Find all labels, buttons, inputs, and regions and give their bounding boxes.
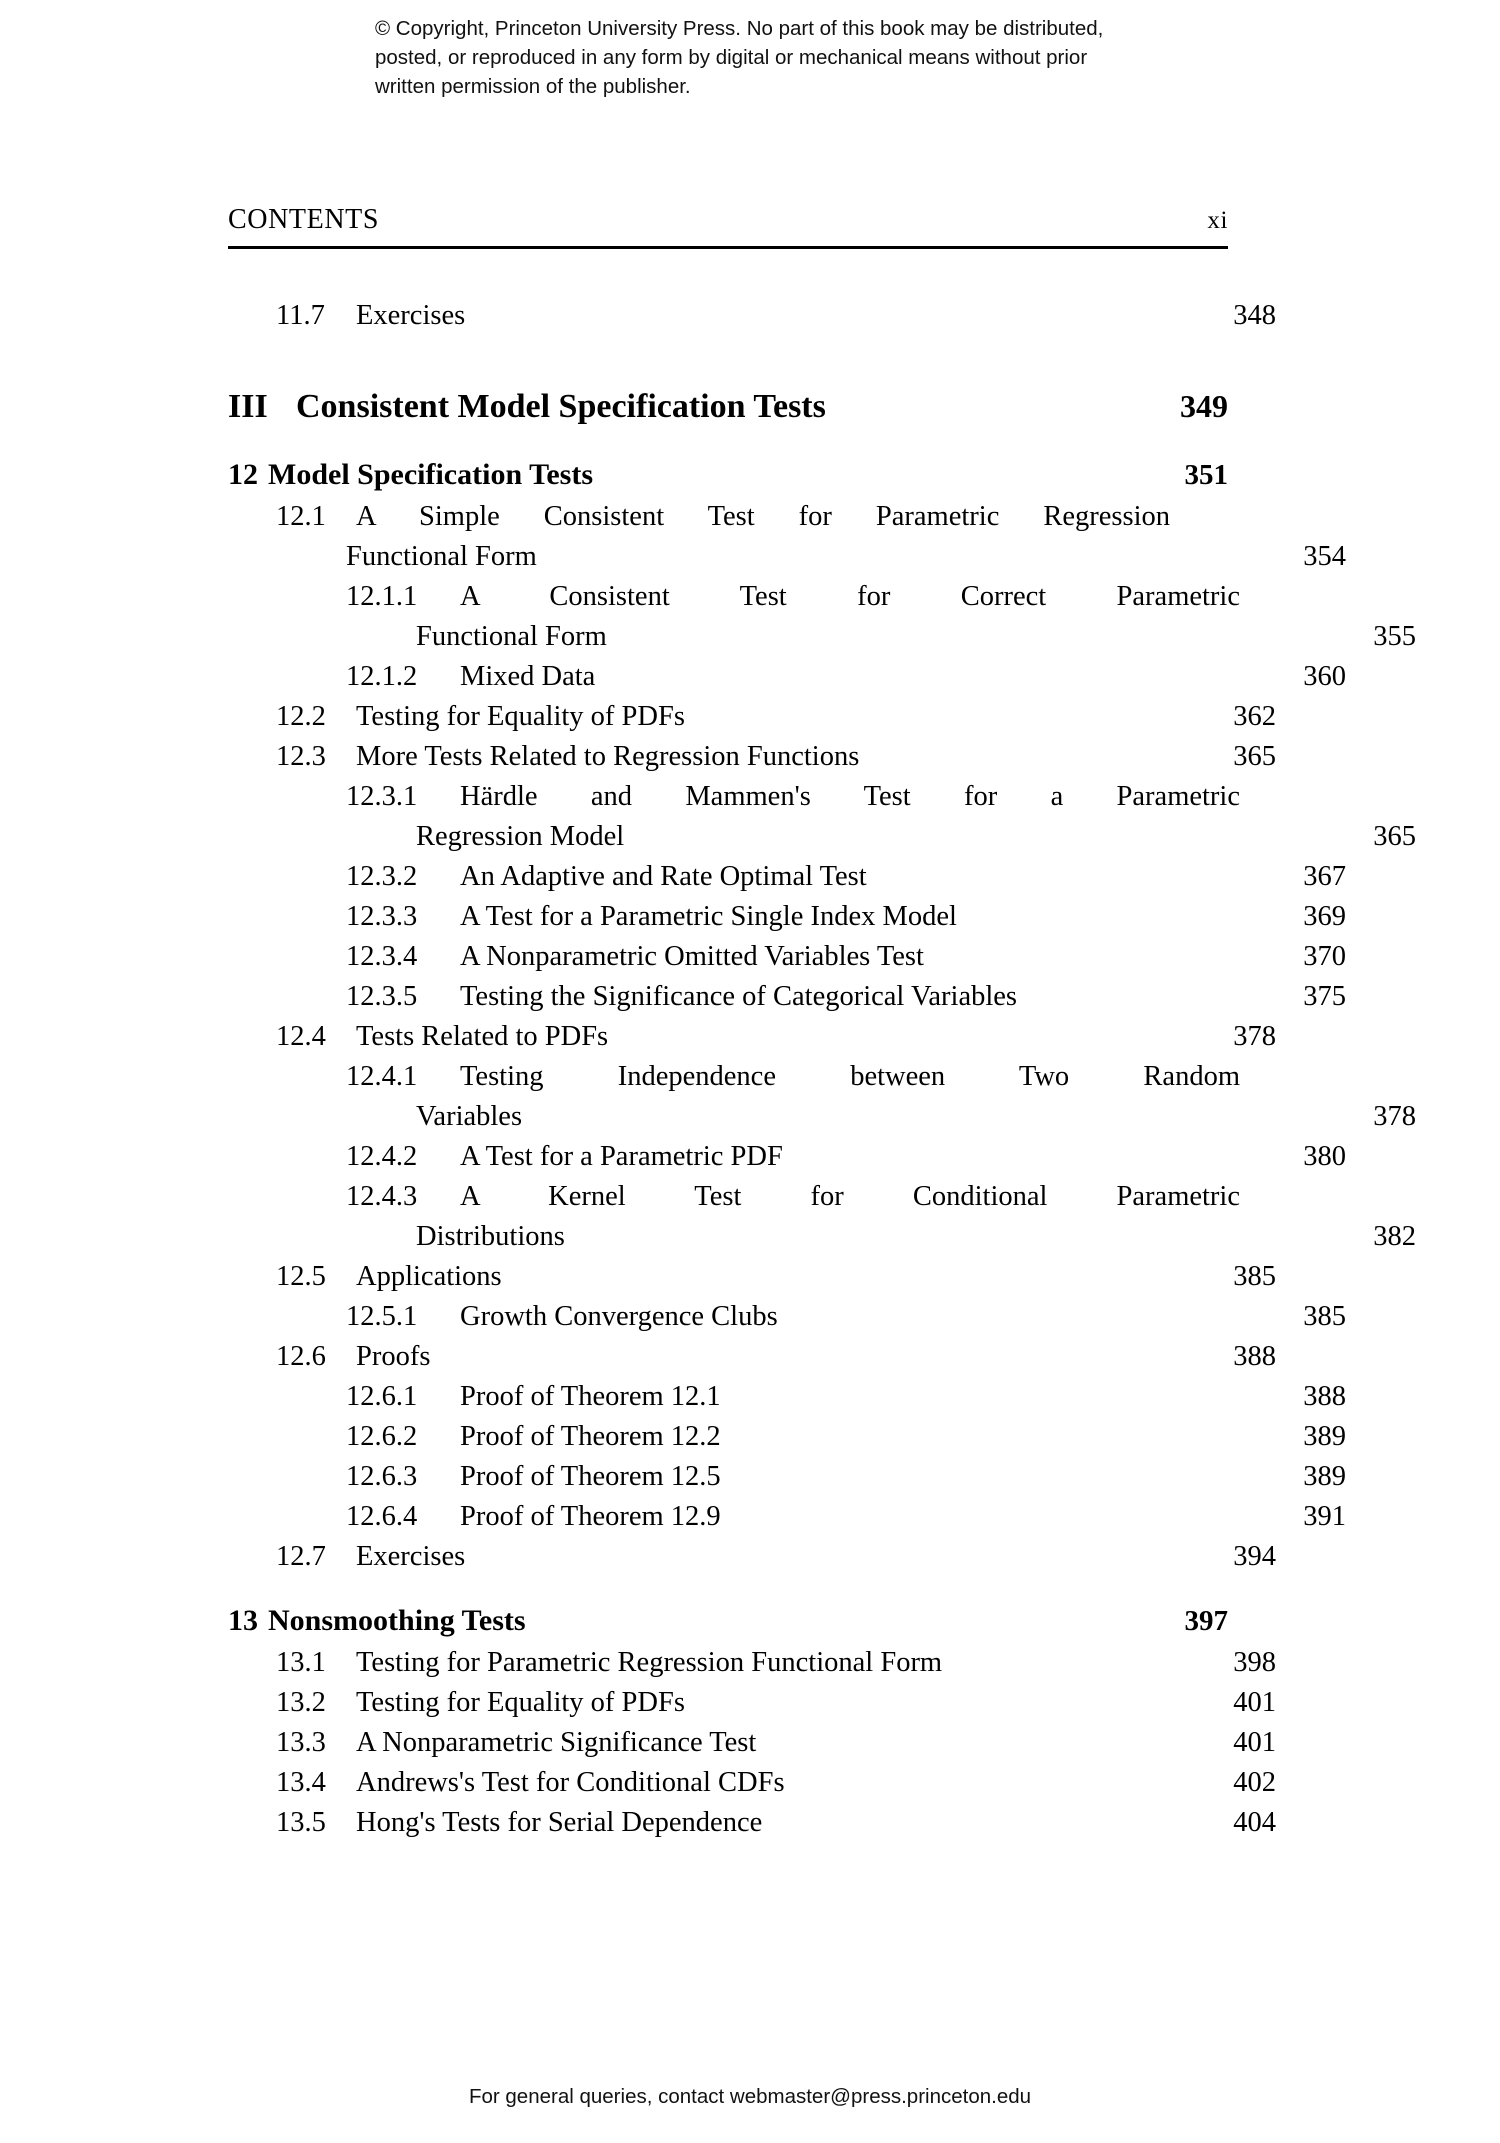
toc-entry-number: 12.1.2 [346, 661, 418, 692]
toc-entry-title: A Test for a Parametric PDF [460, 1141, 783, 1172]
copyright-notice: © Copyright, Princeton University Press. No part of this book may be distributed, posted, or reproduced in any form by digital or mechanical means without prior written permission of the publisher. [375, 17, 1104, 98]
toc-entry-page: 385 [1233, 1261, 1276, 1292]
toc-entry-title: A Nonparametric Significance Test [356, 1727, 757, 1758]
toc-entry[interactable] [346, 657, 1346, 697]
toc-entry-page: 404 [1233, 1807, 1276, 1838]
running-head [228, 204, 1228, 236]
toc-entry-title: Model Specification Tests [268, 458, 594, 491]
toc-entry[interactable] [346, 1137, 1346, 1177]
toc-entry[interactable] [276, 697, 1276, 737]
toc-entry[interactable] [276, 737, 1276, 777]
toc-entry-page: 388 [1233, 1341, 1276, 1372]
toc-entry[interactable] [346, 897, 1346, 937]
toc-entry[interactable] [228, 1599, 1228, 1643]
toc-entry-number: 12.6.3 [346, 1461, 418, 1492]
toc-entry-page: 365 [1233, 741, 1276, 772]
toc-entry[interactable] [276, 1337, 1276, 1377]
toc-entry-number: 12.4 [276, 1021, 326, 1052]
toc-entry-page: 391 [1303, 1501, 1346, 1532]
toc-entry-number: 13 [228, 1604, 258, 1637]
toc-entry-title: Andrews's Test for Conditional CDFs [356, 1767, 785, 1798]
toc-spacer [228, 1577, 1228, 1599]
toc-entry-title: A Simple Consistent Test for Parametric Regression [356, 501, 1170, 532]
toc-entry-number: 12.2 [276, 701, 326, 732]
toc-entry-number: 12.4.2 [346, 1141, 418, 1172]
toc-spacer [228, 336, 1228, 382]
toc-entry[interactable] [416, 617, 1416, 657]
toc-entry[interactable] [276, 1803, 1276, 1843]
toc-entry[interactable] [276, 1683, 1276, 1723]
toc-entry-page: 362 [1233, 701, 1276, 732]
toc-entry-page: 354 [1303, 541, 1346, 572]
toc-entry[interactable] [346, 1177, 1346, 1217]
toc-entry-title: Testing the Significance of Categorical Variables [460, 981, 1018, 1012]
toc-entry-title: An Adaptive and Rate Optimal Test [460, 861, 867, 892]
toc-entry-title: Regression Model [416, 821, 625, 852]
toc-entry-page: 380 [1303, 1141, 1346, 1172]
toc-entry-number: 12.6.1 [346, 1381, 418, 1412]
toc-entry[interactable] [346, 577, 1346, 617]
toc-entry-number: 13.3 [276, 1727, 326, 1758]
toc-entry[interactable] [276, 1017, 1276, 1057]
toc-entry[interactable] [228, 453, 1228, 497]
toc-entry-number: 12.3.3 [346, 901, 418, 932]
toc-entry-page: 398 [1233, 1647, 1276, 1678]
toc-list [228, 296, 1416, 1843]
toc-entry-title: Consistent Model Specification Tests [296, 388, 826, 425]
toc-entry[interactable] [346, 777, 1346, 817]
toc-entry-title: Proof of Theorem 12.1 [460, 1381, 721, 1412]
toc-entry-title: A Kernel Test for Conditional Parametric [460, 1181, 1240, 1212]
toc-entry-page: 394 [1233, 1541, 1276, 1572]
toc-entry-title: Proofs [356, 1341, 431, 1372]
toc-entry-number: 12 [228, 458, 258, 491]
toc-entry-page: 365 [1373, 821, 1416, 852]
toc-entry-title: Testing Independence between Two Random [460, 1061, 1240, 1092]
page-folio: xi [1207, 207, 1228, 234]
toc-entry-title: Proof of Theorem 12.2 [460, 1421, 721, 1452]
toc-entry-page: 370 [1303, 941, 1346, 972]
toc-entry-page: 402 [1233, 1767, 1276, 1798]
toc-entry[interactable] [416, 1217, 1416, 1257]
toc-entry-number: 13.5 [276, 1807, 326, 1838]
toc-entry[interactable] [416, 1097, 1416, 1137]
toc-entry-number: 13.4 [276, 1767, 326, 1798]
toc-entry-number: 12.3 [276, 741, 326, 772]
toc-entry-number: 13.1 [276, 1647, 326, 1678]
toc-entry-title: Proof of Theorem 12.9 [460, 1501, 721, 1532]
toc-entry-number: III [228, 388, 268, 425]
toc-entry-title: Growth Convergence Clubs [460, 1301, 778, 1332]
toc-entry-title: Hong's Tests for Serial Dependence [356, 1807, 763, 1838]
toc-entry[interactable] [346, 857, 1346, 897]
toc-entry-number: 12.6.4 [346, 1501, 418, 1532]
toc-entry-page: 401 [1233, 1727, 1276, 1758]
toc-entry[interactable] [276, 1257, 1276, 1297]
toc-entry-title: Proof of Theorem 12.5 [460, 1461, 721, 1492]
toc-entry[interactable] [346, 1057, 1346, 1097]
toc-entry-title: Härdle and Mammen's Test for a Parametric [460, 781, 1240, 812]
toc-entry[interactable] [276, 1763, 1276, 1803]
toc-entry-page: 369 [1303, 901, 1346, 932]
toc-entry[interactable] [346, 1497, 1346, 1537]
toc-entry-title: Nonsmoothing Tests [268, 1604, 526, 1637]
toc-spacer [228, 431, 1228, 453]
toc-entry-number: 12.7 [276, 1541, 326, 1572]
toc-entry-number: 12.3.4 [346, 941, 418, 972]
toc-entry[interactable] [346, 1417, 1346, 1457]
toc-entry[interactable] [346, 1297, 1346, 1337]
toc-entry[interactable] [228, 382, 1228, 431]
toc-entry-page: 389 [1303, 1461, 1346, 1492]
toc-entry-title: More Tests Related to Regression Functions [356, 741, 860, 772]
toc-entry-page: 382 [1373, 1221, 1416, 1252]
toc-entry[interactable] [276, 296, 1276, 336]
toc-entry-page: 367 [1303, 861, 1346, 892]
toc-entry[interactable] [276, 1537, 1276, 1577]
toc-entry-page: 378 [1233, 1021, 1276, 1052]
toc-entry-title: Exercises [356, 1541, 466, 1572]
toc-entry[interactable] [346, 1457, 1346, 1497]
toc-entry[interactable] [276, 497, 1276, 537]
toc-entry-title: Exercises [356, 300, 466, 331]
toc-entry-title: A Test for a Parametric Single Index Model [460, 901, 957, 932]
toc-entry-page: 388 [1303, 1381, 1346, 1412]
toc-entry-number: 12.5.1 [346, 1301, 418, 1332]
toc-entry-number: 12.6 [276, 1341, 326, 1372]
toc-entry-title: Distributions [416, 1221, 565, 1252]
toc-entry-page: 360 [1303, 661, 1346, 692]
toc-entry-page: 351 [1184, 459, 1228, 491]
toc-entry[interactable] [276, 1723, 1276, 1763]
running-head-title: CONTENTS [228, 204, 380, 235]
toc-entry[interactable] [346, 537, 1346, 577]
toc-entry-page: 378 [1373, 1101, 1416, 1132]
toc-entry-page: 375 [1303, 981, 1346, 1012]
toc-entry-title: Testing for Equality of PDFs [356, 1687, 685, 1718]
toc-entry-number: 12.1 [276, 501, 326, 532]
toc-entry-number: 12.3.1 [346, 781, 418, 812]
toc-entry[interactable] [416, 817, 1416, 857]
toc-entry-number: 12.1.1 [346, 581, 418, 612]
toc-entry-number: 12.4.1 [346, 1061, 418, 1092]
toc-entry-page: 389 [1303, 1421, 1346, 1452]
toc-entry-title: Mixed Data [460, 661, 596, 692]
toc-entry-page: 385 [1303, 1301, 1346, 1332]
toc-entry-title: Variables [416, 1101, 523, 1132]
toc-entry[interactable] [346, 937, 1346, 977]
toc-entry[interactable] [276, 1643, 1276, 1683]
toc-entry-number: 11.7 [276, 300, 325, 331]
toc-entry-title: A Nonparametric Omitted Variables Test [460, 941, 924, 972]
toc-entry[interactable] [346, 977, 1346, 1017]
toc-entry-number: 12.3.5 [346, 981, 418, 1012]
toc-entry-title: Testing for Equality of PDFs [356, 701, 685, 732]
toc-entry-page: 349 [1180, 388, 1228, 424]
toc-entry-number: 12.3.2 [346, 861, 418, 892]
header-rule [228, 246, 1228, 249]
toc-entry-title: Functional Form [346, 541, 537, 572]
toc-entry-page: 401 [1233, 1687, 1276, 1718]
toc-entry-number: 13.2 [276, 1687, 326, 1718]
toc-entry-title: Testing for Parametric Regression Functional Form [356, 1647, 943, 1678]
toc-entry-number: 12.5 [276, 1261, 326, 1292]
toc-entry-title: Tests Related to PDFs [356, 1021, 609, 1052]
toc-entry-title: Functional Form [416, 621, 607, 652]
toc-entry-number: 12.6.2 [346, 1421, 418, 1452]
toc-entry-number: 12.4.3 [346, 1181, 418, 1212]
toc-entry[interactable] [346, 1377, 1346, 1417]
footer-note: For general queries, contact webmaster@press.princeton.edu [468, 2085, 1032, 2108]
toc-entry-title: A Consistent Test for Correct Parametric [460, 581, 1240, 612]
toc-entry-page: 397 [1184, 1605, 1228, 1637]
toc-entry-title: Applications [356, 1261, 502, 1292]
toc-entry-page: 355 [1373, 621, 1416, 652]
toc-entry-page: 348 [1233, 300, 1276, 331]
